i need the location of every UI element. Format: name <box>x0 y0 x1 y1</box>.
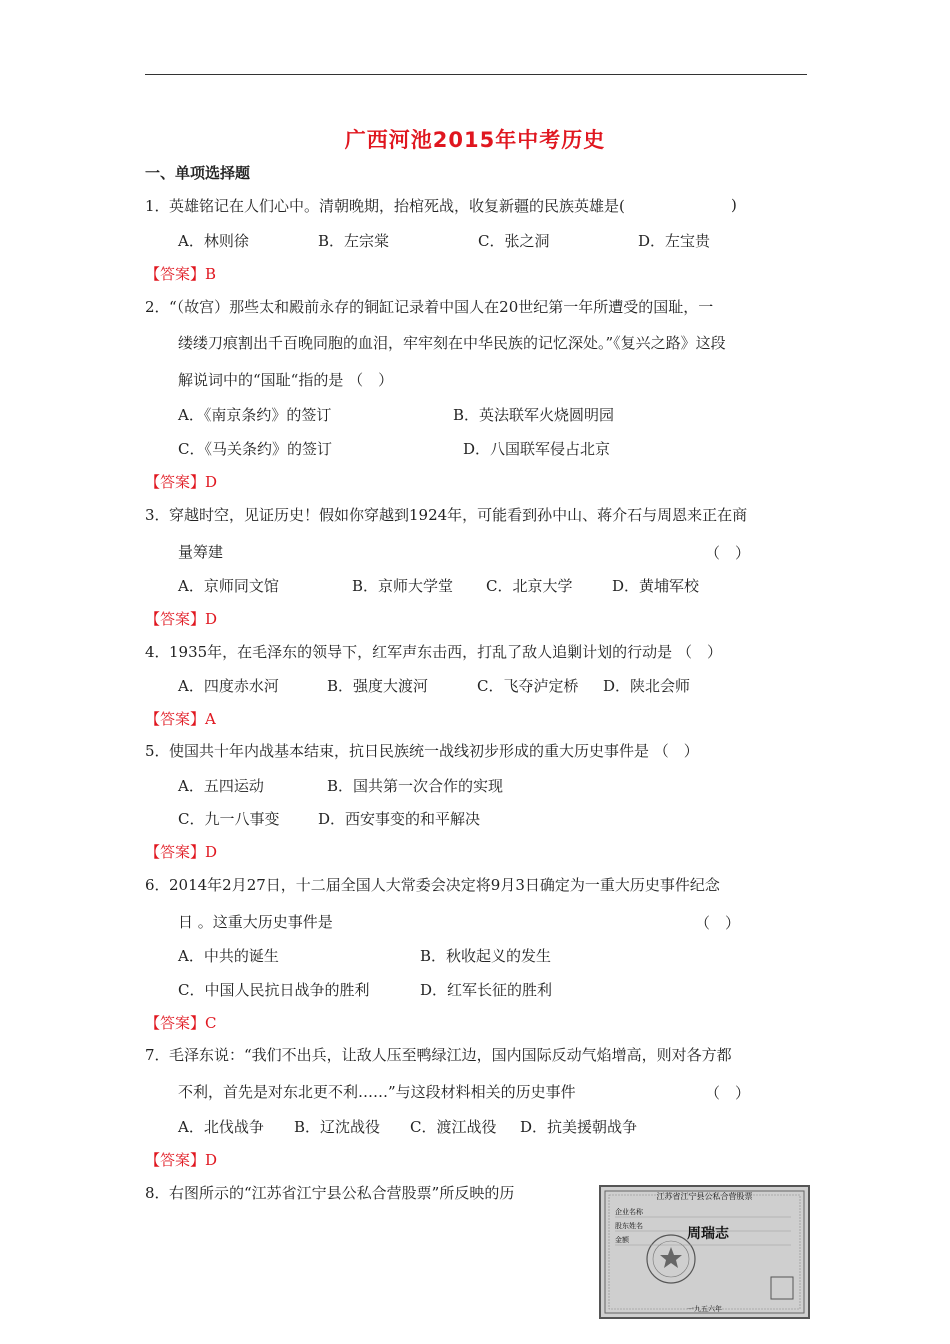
answer-value: D <box>205 1151 218 1169</box>
question-number: 7． <box>145 1046 170 1064</box>
question-text: “（故宫）那些太和殿前永存的铜缸记录着中国人在20世纪第一年所遭受的国耻，一 <box>169 298 714 316</box>
question-text: 1935年，在毛泽东的领导下，红军声东击西，打乱了敌人追剿计划的行动是 （ ） <box>169 643 722 661</box>
option-b: B．左宗棠 <box>318 232 390 250</box>
answer-5 <box>145 841 217 862</box>
answer-value: C <box>205 1014 217 1032</box>
option-a: A．四度赤水河 <box>178 677 279 695</box>
answer-label: 【答案】 <box>145 610 206 628</box>
answer-2 <box>145 471 217 492</box>
question-text: 毛泽东说：“我们不出兵，让敌人压至鸭绿江边，国内国际反动气焰增高，则对各方都 <box>169 1046 732 1064</box>
option-a: A．林则徐 <box>178 232 249 250</box>
question-number: 6． <box>145 876 170 894</box>
option-b: B．英法联军火烧圆明园 <box>453 406 615 424</box>
option-d: D．西安事变的和平解决 <box>318 810 481 828</box>
certificate-title: 江苏省江宁县公私合营股票 <box>656 1192 753 1201</box>
question-4 <box>145 642 810 662</box>
question-8 <box>145 1183 595 1203</box>
answer-paren: ) <box>731 196 737 214</box>
option-b: B．国共第一次合作的实现 <box>327 777 504 795</box>
seal-star <box>660 1247 682 1268</box>
option-d: D．黄埔军校 <box>612 577 700 595</box>
question-1 <box>145 196 810 216</box>
option-b: B．辽沈战役 <box>294 1118 381 1136</box>
question-text-line: 日 。这重大历史事件是 <box>178 913 333 931</box>
option-d: D．红军长征的胜利 <box>420 981 553 999</box>
answer-label: 【答案】 <box>145 843 206 861</box>
option-c: C．渡江战役 <box>410 1118 497 1136</box>
header-rule <box>145 74 807 75</box>
question-number: 5． <box>145 742 170 760</box>
answer-value: D <box>205 610 218 628</box>
page-title: 广西河池2015年中考历史 <box>344 128 606 152</box>
option-c: C．张之洞 <box>478 232 550 250</box>
answer-7 <box>145 1149 217 1170</box>
option-a: A．北伐战争 <box>178 1118 264 1136</box>
answer-value: A <box>205 710 216 728</box>
question-text: 2014年2月27日，十二届全国人大常委会决定将9月3日确定为一重大历史事件纪念 <box>169 876 720 894</box>
option-b: B．秋收起义的发生 <box>420 947 552 965</box>
answer-label: 【答案】 <box>145 265 206 283</box>
option-a: A．《南京条约》的签订 <box>178 406 332 424</box>
option-d: D．陕北会师 <box>603 677 691 695</box>
answer-paren: （ ） <box>705 544 751 562</box>
answer-6 <box>145 1012 217 1033</box>
question-text: 穿越时空，见证历史！假如你穿越到1924年，可能看到孙中山、蒋介石与周恩来正在商 <box>169 506 748 524</box>
answer-4 <box>145 708 216 729</box>
option-a: A．五四运动 <box>178 777 264 795</box>
question-number: 1． <box>145 197 170 215</box>
seal-square <box>771 1277 793 1299</box>
option-b: B．强度大渡河 <box>327 677 429 695</box>
certificate-field: 金额 <box>615 1236 629 1244</box>
question-text-line: 解说词中的“国耻“指的是 （ ） <box>178 371 394 389</box>
certificate-footer: 一九五六年 <box>687 1305 722 1313</box>
answer-label: 【答案】 <box>145 1151 206 1169</box>
answer-label: 【答案】 <box>145 1014 206 1032</box>
question-6 <box>145 875 810 895</box>
answer-1 <box>145 263 216 284</box>
option-a: A．中共的诞生 <box>178 947 279 965</box>
question-3 <box>145 505 810 525</box>
option-c: C．九一八事变 <box>178 810 280 828</box>
question-text-line: 缕缕刀痕割出千百晚同胞的血泪，牢牢刻在中华民族的记忆深处。”《复兴之路》这段 <box>178 334 726 352</box>
section-title: 一、单项选择题 <box>145 164 251 182</box>
answer-3 <box>145 608 217 629</box>
answer-value: D <box>205 473 218 491</box>
option-c: C．飞夺泸定桥 <box>477 677 579 695</box>
question-5 <box>145 741 810 761</box>
question-number: 4． <box>145 643 170 661</box>
option-c: C．《马关条约》的签订 <box>178 440 332 458</box>
answer-value: B <box>205 265 217 283</box>
option-b: B．京师大学堂 <box>352 577 454 595</box>
question-text: 右图所示的“江苏省江宁县公私合营股票”所反映的历 <box>169 1184 515 1202</box>
answer-label: 【答案】 <box>145 473 206 491</box>
question-7 <box>145 1045 810 1065</box>
option-d: D．左宝贵 <box>638 232 711 250</box>
question-number: 3． <box>145 506 170 524</box>
option-d: D．八国联军侵占北京 <box>463 440 611 458</box>
stock-certificate-image <box>599 1185 810 1319</box>
option-c: C．中国人民抗日战争的胜利 <box>178 981 370 999</box>
question-number: 8． <box>145 1184 170 1202</box>
option-d: D．抗美援朝战争 <box>520 1118 638 1136</box>
answer-paren: （ ） <box>695 914 741 932</box>
answer-paren: （ ） <box>705 1084 751 1102</box>
option-a: A．京师同文馆 <box>178 577 279 595</box>
certificate-field: 股东姓名 <box>615 1222 643 1230</box>
answer-value: D <box>205 843 218 861</box>
question-2 <box>145 297 810 317</box>
question-text-line: 不利，首先是对东北更不利……”与这段材料相关的历史事件 <box>178 1083 576 1101</box>
answer-label: 【答案】 <box>145 710 206 728</box>
certificate-signature: 周瑞志 <box>687 1226 729 1242</box>
question-text: 使国共十年内战基本结束，抗日民族统一战线初步形成的重大历史事件是 （ ） <box>169 742 699 760</box>
option-c: C．北京大学 <box>486 577 573 595</box>
question-text: 英雄铭记在人们心中。清朝晚期，抬棺死战，收复新疆的民族英雄是( <box>169 197 625 215</box>
certificate-field: 企业名称 <box>615 1208 643 1216</box>
question-text-line: 量筹建 <box>178 543 224 561</box>
question-number: 2． <box>145 298 170 316</box>
